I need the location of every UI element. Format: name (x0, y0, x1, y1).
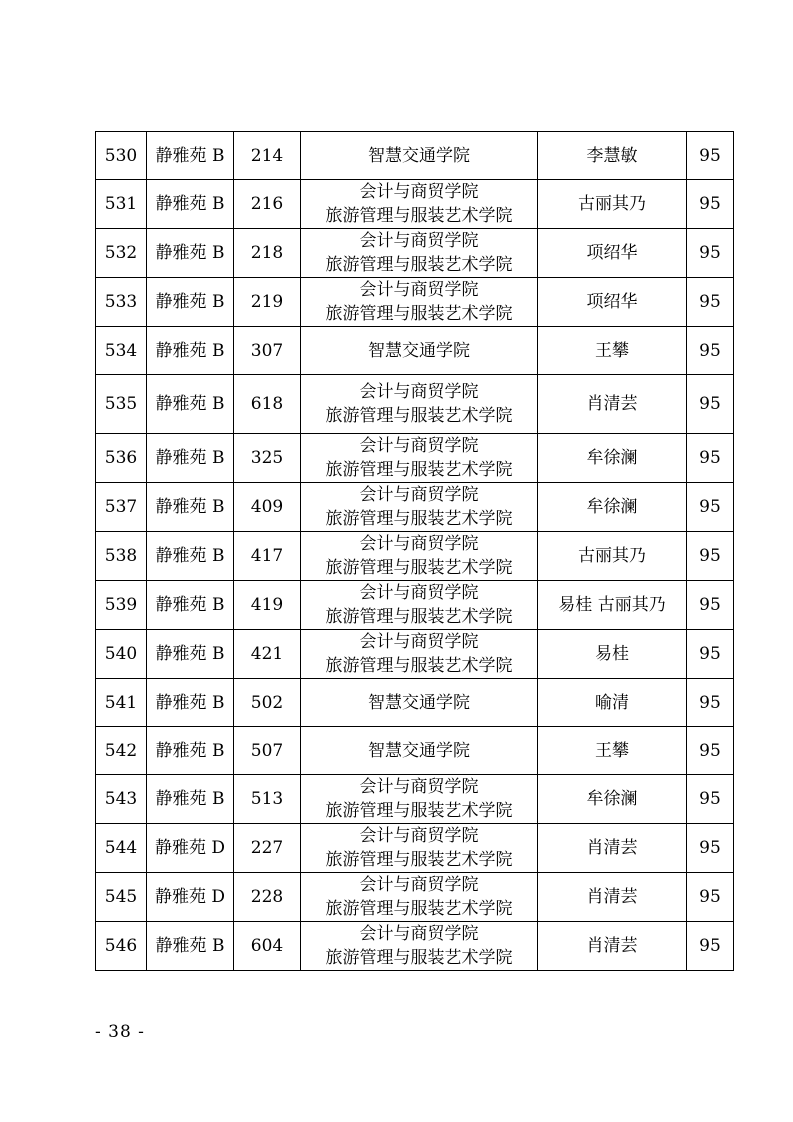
cell-college (301, 278, 538, 327)
cell-manager: 项绍华 (538, 278, 687, 327)
cell-room: 513 (234, 775, 301, 824)
college-name: 会计与商贸学院 (359, 485, 479, 505)
cell-manager: 喻清 (538, 679, 687, 727)
cell-score: 95 (687, 679, 734, 727)
cell-room: 507 (234, 727, 301, 775)
cell-college (301, 483, 538, 532)
table-row (96, 278, 734, 327)
table-row (96, 873, 734, 922)
cell-number: 531 (96, 180, 147, 229)
cell-score: 95 (687, 922, 734, 971)
cell-manager: 牟徐澜 (538, 483, 687, 532)
cell-college (301, 775, 538, 824)
cell-manager: 易桂 古丽其乃 (538, 581, 687, 630)
college-name: 智慧交通学院 (368, 145, 470, 166)
cell-room: 417 (234, 532, 301, 581)
cell-college (301, 375, 538, 434)
cell-room: 325 (234, 434, 301, 483)
cell-score: 95 (687, 775, 734, 824)
cell-room: 228 (234, 873, 301, 922)
college-name: 旅游管理与服装艺术学院 (325, 850, 513, 870)
cell-building: 静雅苑 B (147, 327, 234, 375)
college-name: 会计与商贸学院 (359, 777, 479, 797)
cell-score: 95 (687, 327, 734, 375)
cell-number: 533 (96, 278, 147, 327)
cell-score: 95 (687, 727, 734, 775)
cell-score: 95 (687, 483, 734, 532)
college-name: 旅游管理与服装艺术学院 (325, 656, 513, 676)
cell-building: 静雅苑 B (147, 630, 234, 679)
cell-building: 静雅苑 B (147, 278, 234, 327)
cell-building: 静雅苑 D (147, 873, 234, 922)
cell-college (301, 727, 538, 775)
cell-manager: 肖清芸 (538, 873, 687, 922)
cell-college (301, 873, 538, 922)
cell-building: 静雅苑 B (147, 532, 234, 581)
cell-room: 219 (234, 278, 301, 327)
cell-score: 95 (687, 824, 734, 873)
cell-manager: 王攀 (538, 327, 687, 375)
cell-college (301, 581, 538, 630)
cell-manager: 易桂 (538, 630, 687, 679)
college-name: 会计与商贸学院 (359, 436, 479, 456)
table-row (96, 483, 734, 532)
table-row (96, 679, 734, 727)
cell-manager: 李慧敏 (538, 132, 687, 180)
college-name: 智慧交通学院 (368, 740, 470, 761)
cell-number: 541 (96, 679, 147, 727)
cell-number: 540 (96, 630, 147, 679)
college-name: 旅游管理与服装艺术学院 (325, 948, 513, 968)
cell-college (301, 630, 538, 679)
college-name: 会计与商贸学院 (359, 382, 479, 402)
table-row (96, 727, 734, 775)
college-name: 会计与商贸学院 (359, 231, 479, 251)
college-name: 旅游管理与服装艺术学院 (325, 607, 513, 627)
college-name: 旅游管理与服装艺术学院 (325, 899, 513, 919)
college-name: 旅游管理与服装艺术学院 (325, 255, 513, 275)
cell-college (301, 922, 538, 971)
cell-college (301, 434, 538, 483)
cell-room: 421 (234, 630, 301, 679)
cell-building: 静雅苑 B (147, 434, 234, 483)
cell-college (301, 229, 538, 278)
college-name: 会计与商贸学院 (359, 534, 479, 554)
cell-room: 214 (234, 132, 301, 180)
cell-building: 静雅苑 B (147, 775, 234, 824)
college-name: 旅游管理与服装艺术学院 (325, 206, 513, 226)
table-row (96, 775, 734, 824)
cell-score: 95 (687, 180, 734, 229)
cell-college (301, 132, 538, 180)
college-name: 智慧交通学院 (368, 340, 470, 361)
cell-building: 静雅苑 B (147, 922, 234, 971)
cell-score: 95 (687, 229, 734, 278)
cell-room: 604 (234, 922, 301, 971)
cell-building: 静雅苑 B (147, 132, 234, 180)
table-body (96, 132, 734, 971)
cell-college (301, 679, 538, 727)
table-row (96, 229, 734, 278)
cell-college (301, 180, 538, 229)
cell-college (301, 327, 538, 375)
cell-room: 227 (234, 824, 301, 873)
college-name: 旅游管理与服装艺术学院 (325, 406, 513, 426)
cell-number: 530 (96, 132, 147, 180)
page-number: - 38 - (95, 1022, 145, 1042)
cell-number: 534 (96, 327, 147, 375)
cell-manager: 牟徐澜 (538, 434, 687, 483)
table-row (96, 132, 734, 180)
cell-manager: 古丽其乃 (538, 532, 687, 581)
cell-building: 静雅苑 B (147, 483, 234, 532)
table-row (96, 180, 734, 229)
college-name: 智慧交通学院 (368, 692, 470, 713)
cell-number: 535 (96, 375, 147, 434)
college-name: 会计与商贸学院 (359, 583, 479, 603)
college-name: 会计与商贸学院 (359, 280, 479, 300)
cell-number: 545 (96, 873, 147, 922)
cell-building: 静雅苑 B (147, 727, 234, 775)
cell-score: 95 (687, 581, 734, 630)
table-row (96, 434, 734, 483)
cell-number: 542 (96, 727, 147, 775)
cell-room: 502 (234, 679, 301, 727)
cell-building: 静雅苑 D (147, 824, 234, 873)
cell-manager: 肖清芸 (538, 922, 687, 971)
table-row (96, 532, 734, 581)
cell-manager: 牟徐澜 (538, 775, 687, 824)
college-name: 旅游管理与服装艺术学院 (325, 801, 513, 821)
cell-building: 静雅苑 B (147, 375, 234, 434)
table-row (96, 327, 734, 375)
cell-score: 95 (687, 375, 734, 434)
cell-number: 538 (96, 532, 147, 581)
cell-manager: 古丽其乃 (538, 180, 687, 229)
cell-room: 409 (234, 483, 301, 532)
cell-score: 95 (687, 278, 734, 327)
cell-number: 532 (96, 229, 147, 278)
cell-number: 543 (96, 775, 147, 824)
table-row (96, 824, 734, 873)
cell-college (301, 532, 538, 581)
college-name: 会计与商贸学院 (359, 826, 479, 846)
college-name: 会计与商贸学院 (359, 632, 479, 652)
cell-room: 307 (234, 327, 301, 375)
college-name: 旅游管理与服装艺术学院 (325, 509, 513, 529)
table-row (96, 922, 734, 971)
cell-room: 216 (234, 180, 301, 229)
cell-number: 546 (96, 922, 147, 971)
cell-room: 218 (234, 229, 301, 278)
table-row (96, 630, 734, 679)
cell-score: 95 (687, 434, 734, 483)
table-row (96, 581, 734, 630)
cell-college (301, 824, 538, 873)
cell-number: 537 (96, 483, 147, 532)
college-name: 旅游管理与服装艺术学院 (325, 304, 513, 324)
cell-score: 95 (687, 532, 734, 581)
cell-room: 618 (234, 375, 301, 434)
college-name: 会计与商贸学院 (359, 875, 479, 895)
cell-score: 95 (687, 630, 734, 679)
cell-manager: 王攀 (538, 727, 687, 775)
cell-room: 419 (234, 581, 301, 630)
college-name: 会计与商贸学院 (359, 182, 479, 202)
cell-building: 静雅苑 B (147, 229, 234, 278)
dormitory-score-table (95, 131, 734, 971)
cell-number: 544 (96, 824, 147, 873)
cell-number: 536 (96, 434, 147, 483)
table-row (96, 375, 734, 434)
cell-number: 539 (96, 581, 147, 630)
college-name: 会计与商贸学院 (359, 924, 479, 944)
cell-score: 95 (687, 873, 734, 922)
college-name: 旅游管理与服装艺术学院 (325, 558, 513, 578)
cell-manager: 肖清芸 (538, 824, 687, 873)
college-name: 旅游管理与服装艺术学院 (325, 460, 513, 480)
cell-building: 静雅苑 B (147, 679, 234, 727)
cell-manager: 肖清芸 (538, 375, 687, 434)
cell-building: 静雅苑 B (147, 180, 234, 229)
cell-score: 95 (687, 132, 734, 180)
cell-manager: 项绍华 (538, 229, 687, 278)
cell-building: 静雅苑 B (147, 581, 234, 630)
